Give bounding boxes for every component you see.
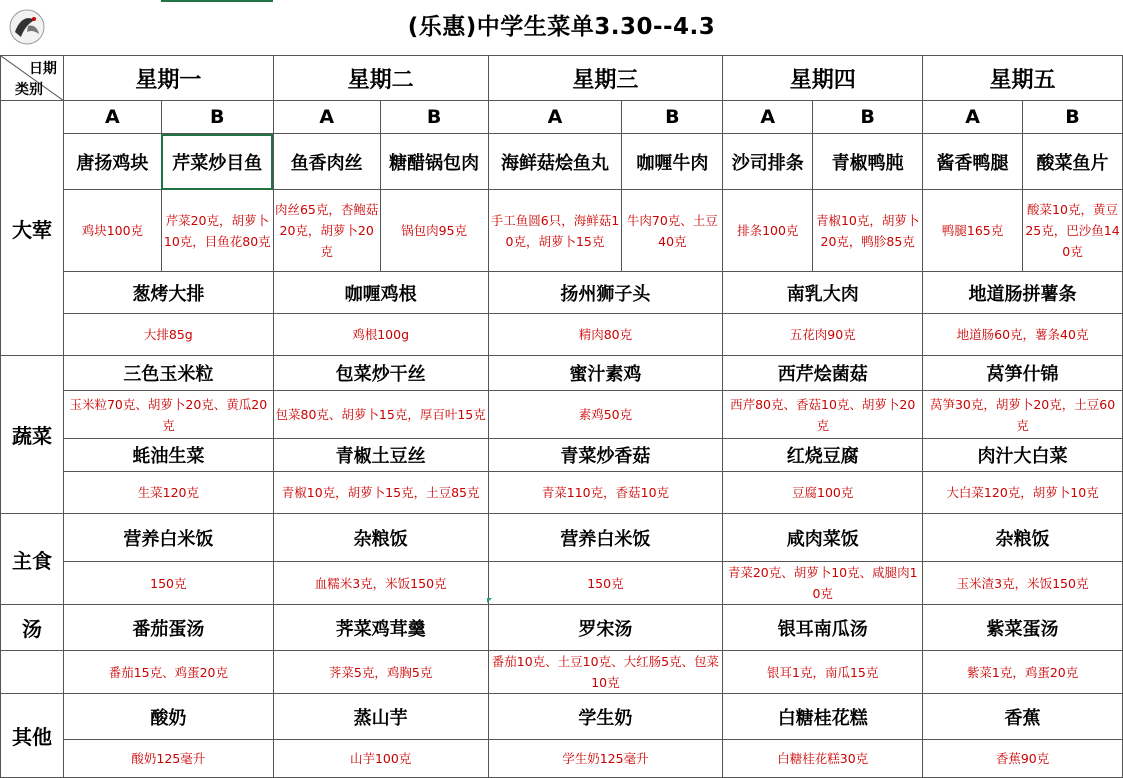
dish-cell[interactable]: 香蕉 [923, 694, 1123, 740]
ingredient-cell[interactable]: 青菜110克，香菇10克 [488, 472, 723, 514]
day-header-thu[interactable]: 星期四 [723, 56, 923, 101]
dish-cell[interactable]: 扬州狮子头 [488, 272, 723, 314]
dish-cell[interactable]: 白糖桂花糕 [723, 694, 923, 740]
ingredient-cell[interactable]: 学生奶125毫升 [488, 740, 723, 778]
ingredient-cell[interactable]: 白糖桂花糕30克 [723, 740, 923, 778]
dish-cell[interactable]: 南乳大肉 [723, 272, 923, 314]
ingredient-cell[interactable]: 青椒10克，胡萝卜20克，鸭胗85克 [813, 190, 923, 272]
dish-cell[interactable]: 芹菜炒目鱼 [161, 134, 273, 190]
ingredient-cell[interactable]: 鸡块100克 [63, 190, 161, 272]
option-header-wed-a[interactable]: A [488, 101, 622, 134]
dish-cell[interactable]: 杂粮饭 [273, 514, 488, 562]
dish-cell[interactable]: 蒸山芋 [273, 694, 488, 740]
ingredient-cell[interactable]: 莴笋30克，胡萝卜20克，土豆60克 [923, 391, 1123, 439]
ingredient-cell[interactable]: 生菜120克 [63, 472, 273, 514]
dish-cell[interactable]: 鱼香肉丝 [273, 134, 380, 190]
day-header-tue[interactable]: 星期二 [273, 56, 488, 101]
ingredient-cell[interactable]: 锅包肉95克 [380, 190, 488, 272]
dish-cell[interactable]: 青菜炒香菇 [488, 439, 723, 472]
ingredient-cell[interactable]: 牛肉70克、土豆40克 [622, 190, 723, 272]
ingredient-cell[interactable]: 鸭腿165克 [923, 190, 1023, 272]
ingredient-cell[interactable]: 玉米渣3克，米饭150克 [923, 562, 1123, 605]
dish-cell[interactable]: 咖喱牛肉 [622, 134, 723, 190]
dish-cell[interactable]: 荠菜鸡茸羹 [273, 605, 488, 651]
date-axis-label: 日期 [28, 61, 57, 77]
ingredient-cell[interactable]: 银耳1克，南瓜15克 [723, 651, 923, 694]
day-header-wed[interactable]: 星期三 [488, 56, 723, 101]
dish-cell[interactable]: 蜜汁素鸡 [488, 356, 723, 391]
ingredient-cell[interactable]: 包菜80克、胡萝卜15克，厚百叶15克 [273, 391, 488, 439]
dish-cell[interactable]: 青椒土豆丝 [273, 439, 488, 472]
dish-cell[interactable]: 酸奶 [63, 694, 273, 740]
dish-cell[interactable]: 蚝油生菜 [63, 439, 273, 472]
dish-cell[interactable]: 青椒鸭肫 [813, 134, 923, 190]
ingredient-cell[interactable]: 紫菜1克，鸡蛋20克 [923, 651, 1123, 694]
ingredient-cell[interactable]: 番茄10克、土豆10克、大红肠5克、包菜10克 [488, 651, 723, 694]
category-cell-main[interactable]: 大荤 [1, 101, 64, 356]
dish-cell[interactable]: 地道肠拼薯条 [923, 272, 1123, 314]
option-header-mon-a[interactable]: A [63, 101, 161, 134]
dish-cell[interactable]: 咖喱鸡根 [273, 272, 488, 314]
option-header-thu-a[interactable]: A [723, 101, 813, 134]
page-title: (乐惠)中学生菜单3.30--4.3 [407, 14, 716, 40]
dish-cell[interactable]: 杂粮饭 [923, 514, 1123, 562]
option-header-mon-b[interactable]: B [161, 101, 273, 134]
dish-cell[interactable]: 西芹烩菌菇 [723, 356, 923, 391]
ingredient-cell[interactable]: 番茄15克、鸡蛋20克 [63, 651, 273, 694]
dish-cell[interactable]: 糖醋锅包肉 [380, 134, 488, 190]
ingredient-cell[interactable]: 玉米粒70克、胡萝卜20克、黄瓜20克 [63, 391, 273, 439]
option-header-thu-b[interactable]: B [813, 101, 923, 134]
ingredient-cell[interactable]: 西芹80克、香菇10克、胡萝卜20克 [723, 391, 923, 439]
dish-cell[interactable]: 番茄蛋汤 [63, 605, 273, 651]
dish-cell[interactable]: 包菜炒干丝 [273, 356, 488, 391]
dish-cell[interactable]: 酸菜鱼片 [1023, 134, 1123, 190]
dish-cell[interactable]: 营养白米饭 [63, 514, 273, 562]
ingredient-cell[interactable]: 酸菜10克，黄豆25克，巴沙鱼140克 [1023, 190, 1123, 272]
ingredient-cell[interactable]: 山芋100克 [273, 740, 488, 778]
ingredient-cell[interactable]: 大排85g [63, 314, 273, 356]
ingredient-cell[interactable]: 酸奶125毫升 [63, 740, 273, 778]
ingredient-cell[interactable]: 地道肠60克，薯条40克 [923, 314, 1123, 356]
day-header-fri[interactable]: 星期五 [923, 56, 1123, 101]
dish-cell[interactable]: 葱烤大排 [63, 272, 273, 314]
option-header-fri-a[interactable]: A [923, 101, 1023, 134]
ingredient-cell[interactable]: 香蕉90克 [923, 740, 1123, 778]
ingredient-cell[interactable]: 150克 [63, 562, 273, 605]
ingredient-cell[interactable]: 豆腐100克 [723, 472, 923, 514]
dish-cell[interactable]: 罗宋汤 [488, 605, 723, 651]
category-cell-soup-blank[interactable] [1, 651, 64, 694]
category-axis-label: 类别 [15, 82, 43, 98]
ingredient-cell[interactable]: 血糯米3克，米饭150克 [273, 562, 488, 605]
ingredient-cell[interactable]: 鸡根100g [273, 314, 488, 356]
ingredient-cell[interactable]: 150克 [488, 562, 723, 605]
ingredient-cell[interactable]: 青椒10克，胡萝卜15克，土豆85克 [273, 472, 488, 514]
option-header-fri-b[interactable]: B [1023, 101, 1123, 134]
dish-cell[interactable]: 莴笋什锦 [923, 356, 1123, 391]
dish-cell[interactable]: 紫菜蛋汤 [923, 605, 1123, 651]
ingredient-cell[interactable]: 芹菜20克，胡萝卜10克，目鱼花80克 [161, 190, 273, 272]
cell-comment-marker [487, 598, 492, 603]
category-cell-veg[interactable]: 蔬菜 [1, 356, 64, 514]
category-cell-other[interactable]: 其他 [1, 694, 64, 778]
ingredient-cell[interactable]: 五花肉90克 [723, 314, 923, 356]
day-header-mon[interactable]: 星期一 [63, 56, 273, 101]
ingredient-cell[interactable]: 大白菜120克，胡萝卜10克 [923, 472, 1123, 514]
ingredient-cell[interactable]: 精肉80克 [488, 314, 723, 356]
dish-cell[interactable]: 营养白米饭 [488, 514, 723, 562]
ingredient-cell[interactable]: 荠菜5克，鸡胸5克 [273, 651, 488, 694]
option-header-wed-b[interactable]: B [622, 101, 723, 134]
menu-table [0, 55, 1123, 778]
dish-cell[interactable]: 肉汁大白菜 [923, 439, 1123, 472]
category-cell-staple[interactable]: 主食 [1, 514, 64, 605]
ingredient-cell[interactable]: 青菜20克、胡萝卜10克、咸腿肉10克 [723, 562, 923, 605]
dish-cell[interactable]: 三色玉米粒 [63, 356, 273, 391]
ingredient-cell[interactable]: 排条100克 [723, 190, 813, 272]
dish-cell[interactable]: 沙司排条 [723, 134, 813, 190]
category-cell-soup[interactable]: 汤 [1, 605, 64, 651]
ingredient-cell[interactable]: 素鸡50克 [488, 391, 723, 439]
option-header-tue-a[interactable]: A [273, 101, 380, 134]
dish-cell[interactable]: 海鲜菇烩鱼丸 [488, 134, 622, 190]
dish-cell[interactable]: 唐扬鸡块 [63, 134, 161, 190]
dish-cell[interactable]: 银耳南瓜汤 [723, 605, 923, 651]
ingredient-cell[interactable]: 肉丝65克，杏鲍菇20克，胡萝卜20克 [273, 190, 380, 272]
dish-cell[interactable]: 红烧豆腐 [723, 439, 923, 472]
ingredient-cell[interactable]: 手工鱼圆6只，海鲜菇10克，胡萝卜15克 [488, 190, 622, 272]
dish-cell[interactable]: 学生奶 [488, 694, 723, 740]
dish-cell[interactable]: 酱香鸭腿 [923, 134, 1023, 190]
dish-cell[interactable]: 咸肉菜饭 [723, 514, 923, 562]
header-corner-cell[interactable] [1, 56, 64, 101]
option-header-tue-b[interactable]: B [380, 101, 488, 134]
